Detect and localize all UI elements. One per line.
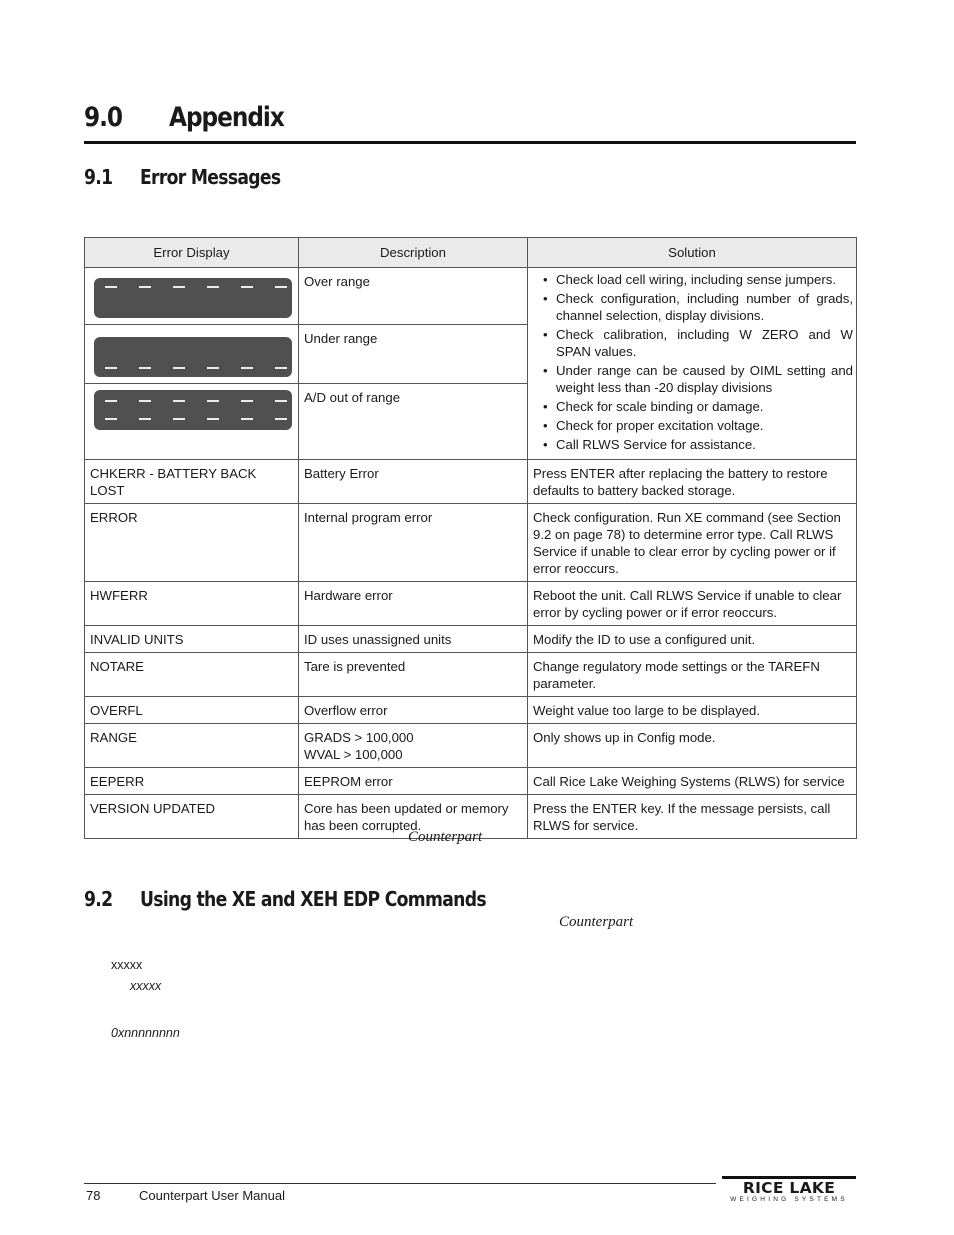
logo-brand: RICE LAKE: [742, 1179, 836, 1197]
header-error-display: Error Display: [85, 238, 299, 268]
solution-cell: Only shows up in Config mode.: [528, 724, 857, 768]
footer-rule: [84, 1183, 716, 1184]
product-name: Counterpart: [559, 914, 634, 930]
display-cell: INVALID UNITS: [85, 626, 299, 653]
description-cell: Battery Error: [299, 460, 528, 504]
lcd-segment: [173, 367, 185, 369]
rice-lake-logo: [722, 1176, 856, 1208]
lcd-segment: [105, 400, 117, 402]
description-cell: ID uses unassigned units: [299, 626, 528, 653]
page-number: 78: [86, 1188, 101, 1203]
description-cell: EEPROM error: [299, 768, 528, 795]
solution-item: • Check load cell wiring, including sense jumpers.: [556, 271, 853, 288]
table-row: [85, 504, 857, 582]
lcd-segment: [139, 367, 151, 369]
header-description: Description: [299, 238, 528, 268]
description-cell: Overflow error: [299, 697, 528, 724]
display-cell: RANGE: [85, 724, 299, 768]
solution-cell: Check configuration. Run XE command (see Section 9.2 on page 78) to determine error type. Call RLWS Service if unable to clear error by cycling power or if error reoccurs.: [528, 504, 857, 582]
range-solutions-list: [533, 271, 853, 453]
solution-cell: Weight value too large to be displayed.: [528, 697, 857, 724]
chapter-number: 9.0: [84, 102, 123, 133]
lcd-segment: [173, 418, 185, 420]
lcd-segment: [139, 400, 151, 402]
solution-cell: Press the ENTER key. If the message persists, call RLWS for service.: [528, 795, 857, 839]
section-number: 9.1: [84, 165, 113, 189]
header-solution: Solution: [528, 238, 857, 268]
lcd-segment: [275, 286, 287, 288]
lcd-segment: [139, 286, 151, 288]
solution-cell: Change regulatory mode settings or the TAREFN parameter.: [528, 653, 857, 697]
solution-item: • Check for proper excitation voltage.: [556, 417, 853, 434]
table-header-row: [85, 238, 857, 268]
solution-cell: Press ENTER after replacing the battery to restore defaults to battery backed storage.: [528, 460, 857, 504]
chapter-heading: [84, 100, 856, 144]
section-number: 9.2: [84, 887, 113, 911]
lcd-segment: [207, 367, 219, 369]
table-row: [85, 768, 857, 795]
description-cell: Over range: [299, 268, 528, 325]
lcd-segment: [241, 400, 253, 402]
solution-item: • Call RLWS Service for assistance.: [556, 436, 853, 453]
command-placeholder-italic: xxxxx: [130, 979, 162, 993]
chapter-title: Appendix: [169, 102, 284, 133]
table-row: [85, 582, 857, 626]
table-row: [85, 626, 857, 653]
display-cell: ERROR: [85, 504, 299, 582]
table-row: [85, 653, 857, 697]
section-title: Using the XE and XEH EDP Commands: [140, 887, 486, 911]
display-cell: OVERFL: [85, 697, 299, 724]
error-messages-table: [84, 237, 857, 839]
lcd-over-range-display: [94, 278, 292, 318]
lcd-segment: [207, 418, 219, 420]
description-cell: A/D out of range: [299, 384, 528, 460]
lcd-segment: [105, 286, 117, 288]
description-cell: Tare is prevented: [299, 653, 528, 697]
lcd-segment: [275, 418, 287, 420]
solution-cell: [528, 268, 857, 460]
description-cell: Hardware error: [299, 582, 528, 626]
lcd-ad-out-of-range-display: [94, 390, 292, 430]
lcd-segment: [275, 400, 287, 402]
lcd-under-range-display: [94, 337, 292, 377]
error-rows: [85, 460, 857, 839]
solution-item: • Check configuration, including number of grads, channel selection, display divisions.: [556, 290, 853, 324]
lcd-segment: [275, 367, 287, 369]
display-cell: EEPERR: [85, 768, 299, 795]
display-cell: HWFERR: [85, 582, 299, 626]
table-row: [85, 268, 857, 325]
manual-title: Counterpart User Manual: [139, 1188, 285, 1203]
display-cell: NOTARE: [85, 653, 299, 697]
lcd-segment: [173, 286, 185, 288]
lcd-segment: [139, 418, 151, 420]
lcd-segment: [173, 400, 185, 402]
logo-subtitle: WEIGHING SYSTEMS: [730, 1196, 848, 1203]
solution-item: • Under range can be caused by OIML setting and weight less than -20 display divisions: [556, 362, 853, 396]
table-caption: Counterpart: [408, 829, 483, 845]
description-cell: Core has been updated or memory has been corrupted.: [299, 795, 528, 839]
hex-value: 0xnnnnnnnn: [111, 1026, 180, 1040]
solution-cell: Modify the ID to use a configured unit.: [528, 626, 857, 653]
solution-cell: Reboot the unit. Call RLWS Service if unable to clear error by cycling power or if error reoccurs.: [528, 582, 857, 626]
table-row: [85, 460, 857, 504]
table-row: [85, 697, 857, 724]
table-row: [85, 724, 857, 768]
lcd-segment: [241, 367, 253, 369]
solution-item: • Check for scale binding or damage.: [556, 398, 853, 415]
lcd-segment: [105, 418, 117, 420]
section-title: Error Messages: [140, 165, 281, 189]
lcd-segment: [105, 367, 117, 369]
lcd-segment: [241, 286, 253, 288]
display-cell: CHKERR - BATTERY BACK LOST: [85, 460, 299, 504]
description-cell: Internal program error: [299, 504, 528, 582]
solution-cell: Call Rice Lake Weighing Systems (RLWS) for service: [528, 768, 857, 795]
lcd-segment: [207, 400, 219, 402]
command-placeholder: xxxxx: [111, 958, 143, 972]
display-cell: VERSION UPDATED: [85, 795, 299, 839]
lcd-segment: [241, 418, 253, 420]
description-cell: GRADS > 100,000 WVAL > 100,000: [299, 724, 528, 768]
lcd-segment: [207, 286, 219, 288]
solution-item: • Check calibration, including W ZERO and W SPAN values.: [556, 326, 853, 360]
description-cell: Under range: [299, 325, 528, 384]
